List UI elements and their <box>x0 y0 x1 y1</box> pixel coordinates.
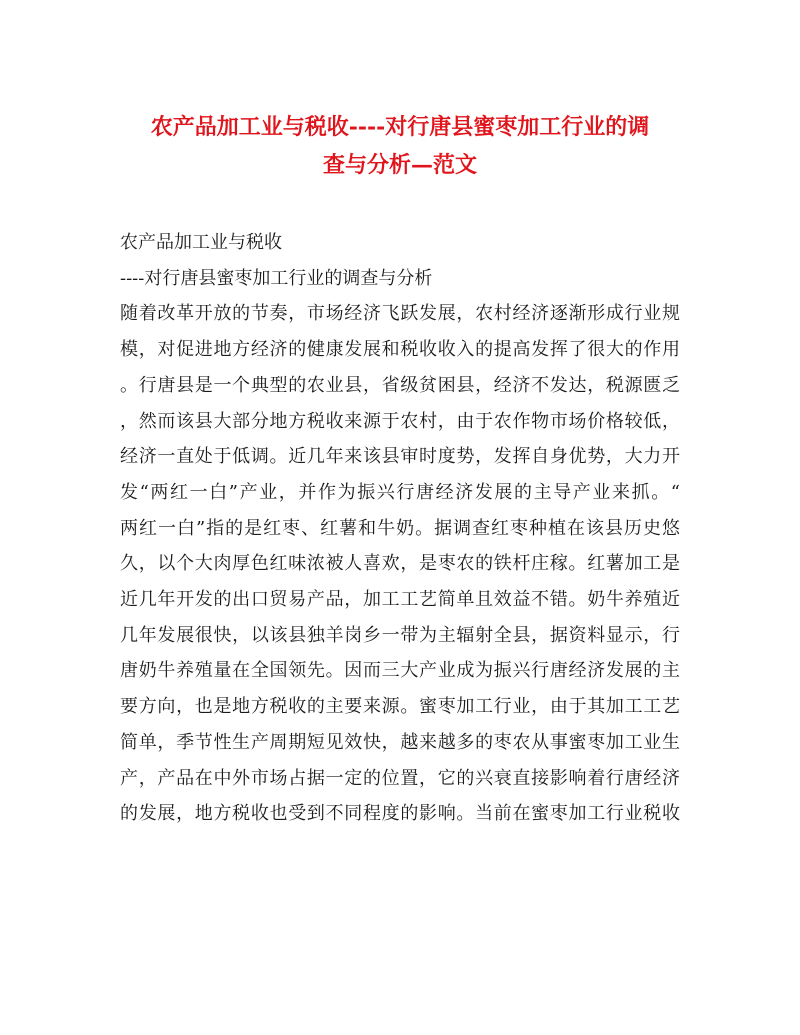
paragraph-line: 几年发展很快，以该县独羊岗乡一带为主辐射全县，据资料显示，行 <box>120 624 680 646</box>
document-title <box>110 108 690 184</box>
paragraph-line: 发“两红一白”产业，并作为振兴行唐经济发展的主导产业来抓。“ <box>120 481 680 503</box>
paragraph-line: 两红一白”指的是红枣、红薯和牛奶。据调查红枣种植在该县历史悠 <box>120 517 680 539</box>
paragraph-line: 随着改革开放的节奏，市场经济飞跃发展，农村经济逐渐形成行业规 <box>120 303 680 325</box>
document-body <box>120 225 680 832</box>
paragraph-line: 近几年开发的出口贸易产品，加工工艺简单且效益不错。奶牛养殖近 <box>120 589 680 611</box>
subtitle-line-2: ----对行唐县蜜枣加工行业的调查与分析 <box>120 267 433 289</box>
paragraph-line: 简单，季节性生产周期短见效快，越来越多的枣农从事蜜枣加工业生 <box>120 731 680 753</box>
subtitle-line-1: 农产品加工业与税收 <box>120 232 282 253</box>
paragraph-line: 经济一直处于低调。近几年来该县审时度势，发挥自身优势，大力开 <box>120 446 680 468</box>
paragraph-line: 要方向，也是地方税收的主要来源。蜜枣加工行业，由于其加工工艺 <box>120 696 680 718</box>
title-line-1: 农产品加工业与税收----对行唐县蜜枣加工行业的调 <box>150 114 650 140</box>
paragraph-line: 久，以个大肉厚色红味浓被人喜欢，是枣农的铁杆庄稼。红薯加工是 <box>120 553 680 575</box>
paragraph-line: 唐奶牛养殖量在全国领先。因而三大产业成为振兴行唐经济发展的主 <box>120 660 680 682</box>
paragraph-line: ，然而该县大部分地方税收来源于农村，由于农作物市场价格较低， <box>120 410 680 432</box>
title-line-2: 查与分析—范文 <box>322 152 477 178</box>
paragraph-line: 产，产品在中外市场占据一定的位置，它的兴衰直接影响着行唐经济 <box>120 767 680 789</box>
paragraph-line: 的发展，地方税收也受到不同程度的影响。当前在蜜枣加工行业税收 <box>120 803 680 825</box>
paragraph-line: 模，对促进地方经济的健康发展和税收收入的提高发挥了很大的作用 <box>120 339 680 361</box>
paragraph-line: 。行唐县是一个典型的农业县，省级贫困县，经济不发达，税源匮乏 <box>120 374 680 396</box>
